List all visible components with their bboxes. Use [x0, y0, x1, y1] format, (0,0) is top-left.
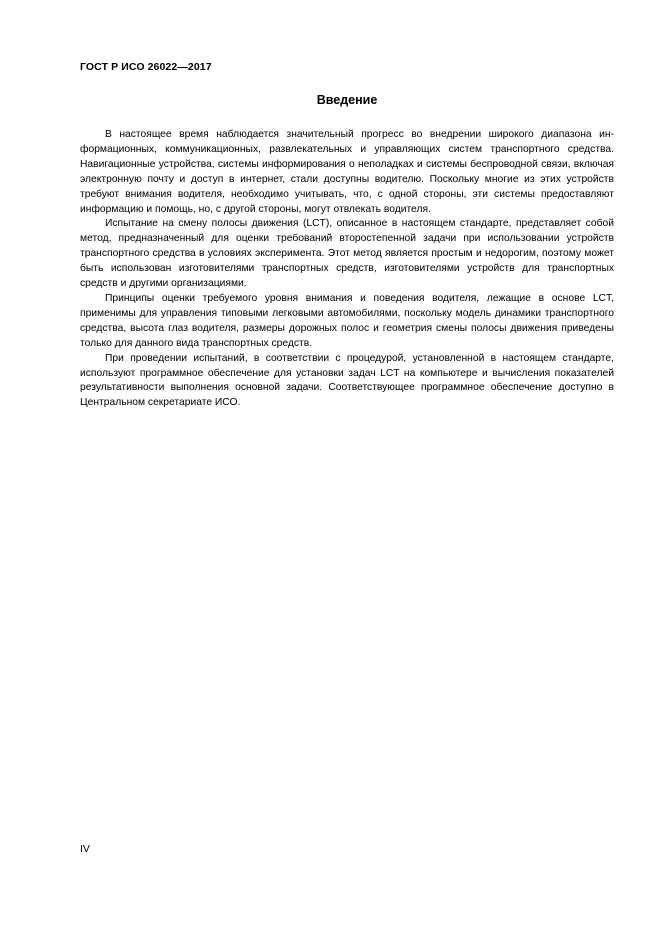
page-number: IV [80, 843, 90, 855]
paragraph: Испытание на смену полосы движения (LCT), описанное в настоящем стандарте, представляет собой метод, предназначенный для оценки требований второстепенной задачи при использовании устройств транспортного средства в условиях эксперимента. Этот метод является простым и недорогим, поэтому может быть использован изготовителями транспортных средств, изготовителями устройств для транспортных средств и другими организациями. [80, 218, 614, 290]
standard-header: ГОСТ Р ИСО 26022—2017 [80, 61, 212, 73]
section-title: Введение [316, 93, 378, 107]
paragraph: При проведении испытаний, в соответствии с процедурой, установленной в настоящем стандарте, используют программное обеспечение для установки задач LCT на компьютере и вычисления показателей результативности выполнения основной задачи. Соответствующее программное обеспечение доступно в Центральном секретариате ИСО. [80, 352, 614, 409]
introduction-body [80, 128, 614, 411]
paragraph: В настоящее время наблюдается значительный прогресс во внедрении широкого диапазона информационных, коммуникационных, развлекательных и управляющих систем транспортного средства. Навигационные устройства, системы информирования о неполадках и системы беспроводной связи, включая электронную почту и доступ в интернет, стали доступны водителю. Поскольку многие из этих устройств требуют внимания водителя, необходимо учитывать, что, с одной стороны, эти системы предоставляют информацию и помощь, но, с другой стороны, могут отвлекать водителя. [80, 129, 614, 215]
paragraph: Принципы оценки требуемого уровня внимания и поведения водителя, лежащие в основе LCT, применимы для управления типовыми легковыми автомобилями, поскольку модель динамики транспортного средства, высота глаз водителя, размеры дорожных полос и геометрия смены полосы движения приведены только для данного вида транспортных средств. [80, 292, 614, 349]
